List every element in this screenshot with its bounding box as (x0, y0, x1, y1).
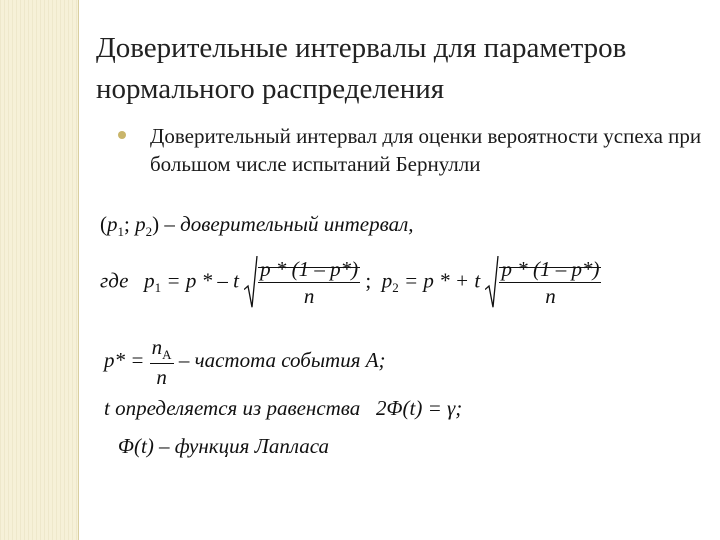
bound-p1-subscript: 1 (154, 280, 162, 296)
separator: ; (124, 212, 130, 236)
subscript-2: 2 (145, 224, 153, 239)
formula-relative-frequency (104, 334, 386, 390)
fraction-denominator: n (545, 284, 556, 308)
fraction-numerator: p * (1 – p*) (501, 257, 600, 281)
bound-p1-symbol: p (144, 268, 155, 293)
formula-t-definition (104, 396, 462, 421)
bounds-separator: ; (365, 268, 372, 293)
t-definition-text: t определяется из равенства (104, 396, 361, 420)
decorative-side-stripe (0, 0, 78, 540)
fraction-p2 (499, 256, 601, 309)
symbol-p2: p (135, 212, 146, 236)
formula-laplace-function (118, 434, 329, 459)
numerator-n: n (151, 335, 163, 359)
numerator-subscript-A: A (162, 347, 172, 362)
frequency-description: – частота события A; (178, 347, 386, 372)
fraction-denominator: n (303, 284, 315, 308)
fraction-denominator: n (156, 365, 167, 389)
formula-interval-bounds (100, 256, 601, 309)
frequency-lhs: p* = (104, 347, 145, 372)
bullet-text: Доверительный интервал для оценки вероятности успеха при большом числе испытаний Бернулли (150, 124, 702, 176)
fraction-nA-n (150, 334, 174, 390)
sqrt-p1 (244, 256, 360, 309)
stripe-divider (78, 0, 79, 540)
radical-sign-icon (485, 256, 499, 309)
bullet-dot-icon (118, 131, 126, 139)
formula-confidence-interval: ($p_1$; $p_2$) – доверительный интервал, (100, 212, 414, 239)
slide-title: Доверительные интервалы для параметров нормального распределения (96, 32, 627, 105)
laplace-function-text: Φ(t) – функция Лапласа (118, 434, 330, 458)
bound-p2-subscript: 2 (392, 280, 399, 296)
where-label: где (100, 268, 129, 293)
bound-p1-expression: = p * – t (166, 268, 239, 293)
bound-p2-expression: = p * + t (404, 268, 481, 293)
radical-sign-icon (244, 256, 258, 309)
t-equation: 2Φ(t) = γ; (376, 396, 463, 420)
fraction-numerator: p * (1 – p*) (260, 257, 359, 281)
fraction-p1 (258, 256, 360, 309)
sqrt-p2 (485, 256, 601, 309)
interval-description: – доверительный интервал, (164, 212, 414, 236)
subscript-1: 1 (117, 224, 124, 239)
symbol-p1: p (107, 212, 118, 236)
bound-p2-symbol: p (381, 268, 393, 293)
